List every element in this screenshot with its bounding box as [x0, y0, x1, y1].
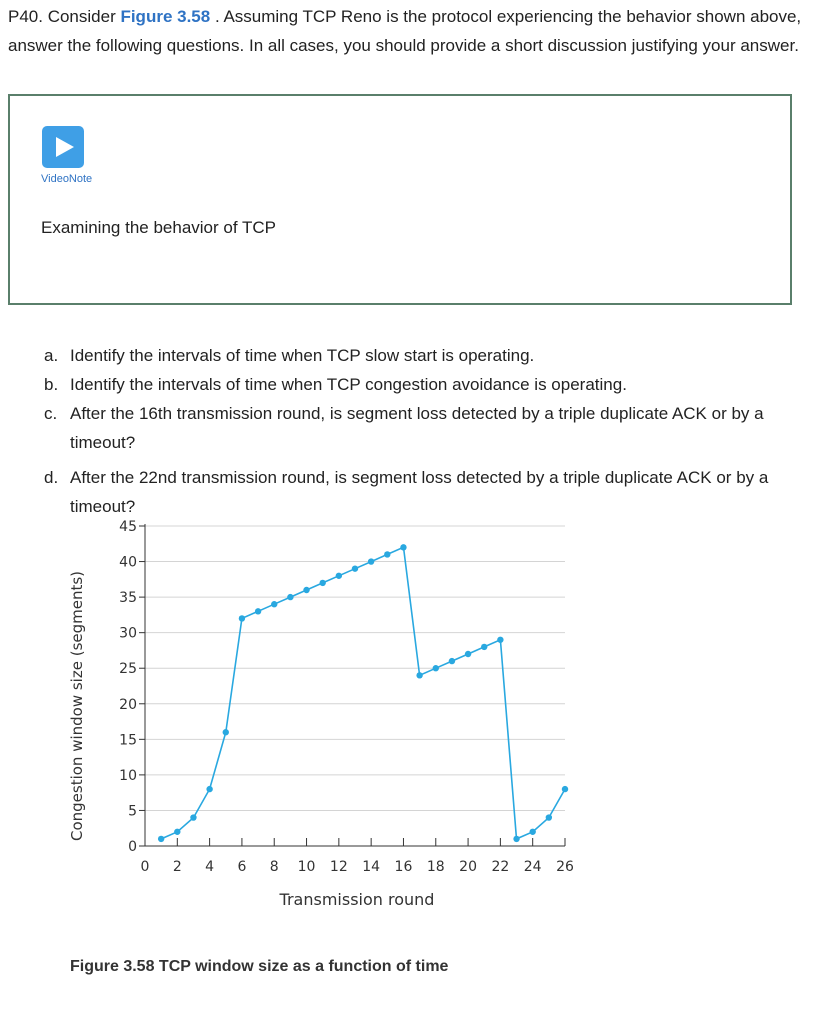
video-play-button[interactable] [42, 126, 84, 168]
data-point [206, 786, 212, 792]
x-tick-label: 0 [140, 859, 150, 875]
x-tick-label: 14 [362, 859, 381, 875]
data-point [368, 558, 374, 564]
question-item [44, 399, 804, 457]
x-tick-label: 24 [523, 859, 542, 875]
question-text: Identify the intervals of time when TCP congestion avoidance is operating. [70, 375, 627, 394]
data-point [449, 658, 455, 664]
data-point [497, 637, 503, 643]
question-label: b. [44, 375, 59, 394]
question-label: d. [44, 468, 59, 487]
data-point [352, 565, 358, 571]
y-tick-label: 10 [119, 767, 137, 784]
x-tick-label: 10 [297, 859, 316, 875]
y-tick-label: 5 [128, 803, 137, 820]
x-tick-label: 22 [491, 859, 510, 875]
series-line [161, 547, 565, 839]
data-point [223, 729, 229, 735]
data-point [239, 615, 245, 621]
data-point [174, 829, 180, 835]
data-point [546, 814, 552, 820]
data-point [513, 836, 519, 842]
y-tick-label: 25 [119, 661, 137, 678]
window-size-chart [60, 515, 620, 925]
data-point [303, 587, 309, 593]
data-point [465, 651, 471, 657]
data-point [336, 573, 342, 579]
data-point [400, 544, 406, 550]
x-tick-label: 4 [205, 859, 215, 875]
y-tick-label: 15 [119, 732, 137, 749]
x-tick-label: 6 [237, 859, 247, 875]
question-item [44, 370, 804, 399]
play-icon [42, 126, 84, 168]
question-item [44, 341, 804, 370]
chart-series [158, 544, 568, 842]
data-point [287, 594, 293, 600]
x-tick-label: 2 [172, 859, 182, 875]
data-point [416, 672, 422, 678]
x-tick-label: 18 [426, 859, 445, 875]
data-point [384, 551, 390, 557]
y-tick-label: 0 [128, 839, 137, 855]
question-text: Identify the intervals of time when TCP slow start is operating. [70, 346, 535, 365]
figure-caption: Figure 3.58 TCP window size as a function of time [70, 958, 449, 975]
data-point [271, 601, 277, 607]
y-tick-label: 40 [119, 554, 137, 571]
data-point [158, 836, 164, 842]
x-tick-label: 12 [329, 859, 348, 875]
y-tick-label: 30 [119, 625, 137, 642]
video-title: Examining the behavior of TCP [41, 218, 276, 237]
figure-link[interactable]: Figure 3.58 [120, 7, 211, 26]
question-list [44, 341, 804, 521]
question-text: After the 16th transmission round, is segment loss detected by a triple duplicate ACK or by a timeout? [70, 404, 764, 452]
y-tick-label: 20 [119, 696, 137, 713]
question-label: a. [44, 346, 59, 365]
problem-intro [8, 2, 828, 60]
intro-suffix: . Assuming TCP Reno is the protocol experiencing the behavior shown above, answer the following questions. In all cases, you should provide a short discussion justifying your answer. [8, 7, 802, 55]
question-item [44, 463, 804, 521]
data-point [529, 829, 535, 835]
video-note-label[interactable]: VideoNote [41, 173, 93, 185]
x-axis-label: Transmission round [279, 890, 435, 909]
data-point [433, 665, 439, 671]
data-point [255, 608, 261, 614]
data-point [319, 580, 325, 586]
data-point [562, 786, 568, 792]
y-tick-label: 35 [119, 590, 137, 607]
x-tick-label: 16 [394, 859, 413, 875]
y-axis-label: Congestion window size (segments) [68, 570, 86, 842]
intro-prefix: P40. Consider [8, 7, 121, 26]
x-tick-label: 8 [269, 859, 279, 875]
y-tick-label: 45 [119, 519, 137, 535]
x-tick-label: 20 [459, 859, 477, 875]
data-point [190, 814, 196, 820]
video-note-box [8, 94, 792, 305]
data-point [481, 644, 487, 650]
x-tick-label: 26 [556, 859, 574, 875]
question-label: c. [44, 404, 58, 423]
question-text: After the 22nd transmission round, is segment loss detected by a triple duplicate ACK or by a timeout? [70, 468, 769, 516]
